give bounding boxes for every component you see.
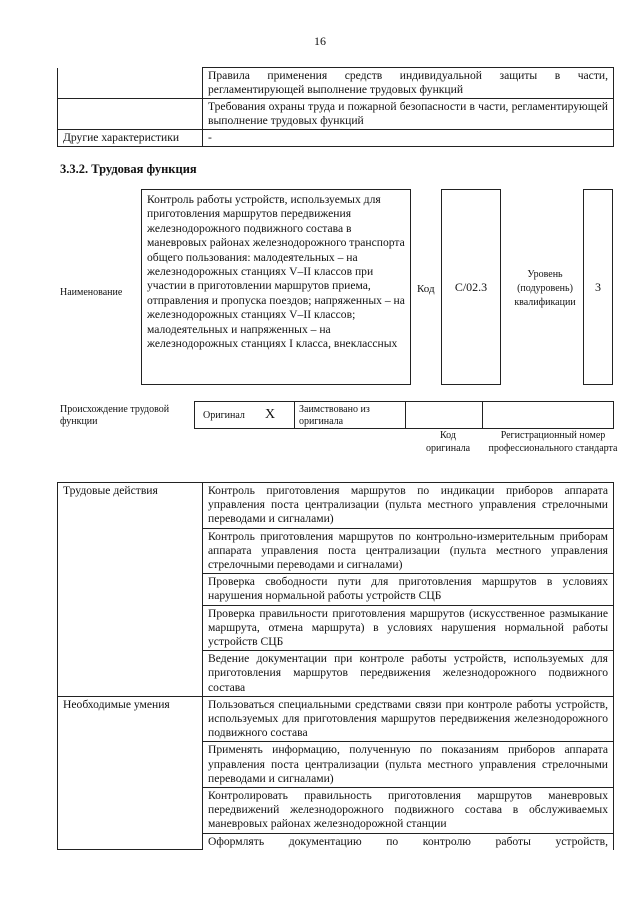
row-text: Контроль приготовления маршрутов по контрольно-измерительным приборам аппарата управления поста централизации (пульта местного управления стрелочными переводами и сигналами) [203, 528, 614, 574]
row-text: Применять информацию, полученную по показаниям приборов аппарата управления поста централизации (пульта местного управления стрелочными переводами и сигналами) [203, 742, 614, 788]
name-label: Наименование [60, 287, 123, 298]
level-value: 3 [595, 279, 601, 294]
table-row [58, 68, 614, 99]
origin-row [194, 401, 614, 429]
table-row [58, 696, 614, 742]
level-value-box [583, 189, 613, 385]
row-text: Ведение документации при контроле работы устройств, используемых для приготовления маршрутов передвижения железнодорожного подвижного состава [203, 651, 614, 697]
original-code-cell [405, 401, 483, 429]
row-label [58, 99, 203, 130]
original-code-caption: Код оригинала [425, 430, 471, 454]
row-label [58, 68, 203, 99]
registration-number-cell [482, 401, 614, 429]
borrowed-label: Заимствовано из оригинала [299, 404, 370, 427]
row-text: Проверка свободности пути для приготовления маршрутов в условиях нарушения нормальной работы устройств СЦБ [203, 574, 614, 605]
registration-number-caption: Регистрационный номер профессионального стандарта [488, 430, 618, 454]
origin-label: Происхождение трудовой функции [60, 404, 170, 427]
borrowed-cell [294, 401, 406, 429]
original-cell [194, 401, 295, 429]
original-label: Оригинал [203, 410, 245, 421]
requirements-table [57, 67, 614, 147]
code-value: C/02.3 [454, 279, 488, 294]
section-title: 3.3.2. Трудовая функция [60, 162, 197, 176]
level-label: Уровень (подуровень) квалификации [514, 269, 576, 308]
row-label: Другие характеристики [58, 130, 203, 147]
row-text: Правила применения средств индивидуальной защиты в части, регламентирующей выполнение трудовых функций [203, 68, 614, 99]
table-row [58, 99, 614, 130]
row-text: - [203, 130, 614, 147]
row-text: Пользоваться специальными средствами связи при контроле работы устройств, используемых для приготовления маршрутов передвижения железнодорожного подвижного состава [203, 696, 614, 742]
table-row [58, 483, 614, 529]
row-text: Проверка правильности приготовления маршрутов (искусственное размыкание маршрута, отмена маршрута) в условиях нарушения нормальной работы устройств СЦБ [203, 605, 614, 651]
actions-skills-table [57, 482, 614, 850]
page-number: 16 [314, 34, 326, 48]
row-text: Оформлять документацию по контролю работы устройств, [203, 833, 614, 850]
table-row [58, 130, 614, 147]
function-name-box: Контроль работы устройств, используемых для приготовления маршрутов передвижения железнодорожного подвижного состава в маневровых районах железнодорожного транспорта общего пользования: малодеятельных – на железнодорожных станциях V–II классов при участии в приготовлении маршрутов приема, отправления и пропуска поездов; напряженных – на железнодорожных станциях V–II классов; малодеятельных и напряженных – на железнодорожных станциях I класса, внеклассных [141, 189, 411, 385]
row-text: Требования охраны труда и пожарной безопасности в части, регламентирующей выполнение трудовых функций [203, 99, 614, 130]
code-label: Код [417, 283, 435, 295]
original-mark: X [265, 407, 276, 422]
row-label: Трудовые действия [58, 483, 203, 697]
row-text: Контролировать правильность приготовления маршрутов маневровых передвижений железнодорожного подвижного состава в обслуживаемых маневровых районах железнодорожной станции [203, 788, 614, 834]
row-label: Необходимые умения [58, 696, 203, 850]
code-value-box [441, 189, 501, 385]
row-text: Контроль приготовления маршрутов по индикации приборов аппарата управления поста централизации (пульта местного управления стрелочными переводами и сигналами) [203, 483, 614, 529]
